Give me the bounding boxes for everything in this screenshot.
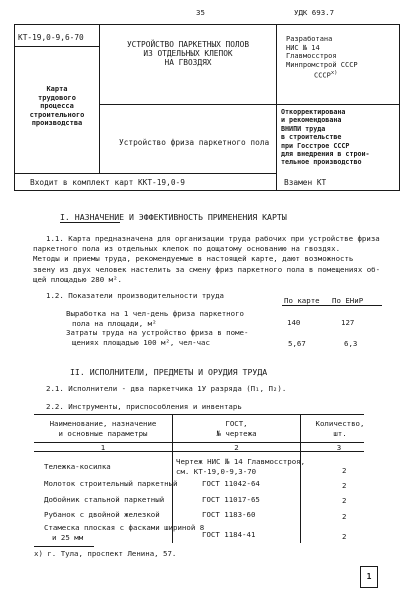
tool-name [44,523,204,542]
col-header-qty [301,419,379,438]
col-header-name [34,419,172,438]
card-type [15,85,99,128]
col-header-line: № чертежа [216,428,257,438]
card-type-line: Карта [46,85,68,93]
productivity-row [66,309,244,328]
row-label: Выработка на 1 чел-день фриза паркетного [66,309,244,318]
developer-line: Разработана [286,35,333,43]
developer-line: Главмосстроя [286,52,337,61]
card-type-line: процесса [40,102,74,110]
page-box-number [360,566,378,588]
developer-line: Минпромстрой СССР [286,60,358,69]
approval-line: Откорректирована [281,108,346,116]
approval-line: при Госстрое СССР [281,141,350,150]
title-line: УСТРОЙСТВО ПАРКЕТНЫХ ПОЛОВ [126,40,250,49]
section-heading: II. ИСПОЛНИТЕЛИ, ПРЕДМЕТЫ И ОРУДИЯ ТРУДА [70,367,268,377]
productivity-caption: 1.2. Показатели производительности труда [46,291,224,300]
title-line: НА ГВОЗДЯХ [164,58,212,67]
tool-qty: 2 [342,481,347,490]
tool-gost: ГОСТ 11017-65 [202,495,260,504]
approval-line: тельное производство [281,158,362,167]
tool-name: Молоток строительный паркетный [44,479,178,488]
row-label: Затраты труда на устройство фриза в поме- [66,328,249,337]
gost-line: Чертеж НИС № 14 Главмосстроя, [176,457,306,466]
developer-line: НИС № 14 [286,43,320,52]
tool-name: Добойник стальной паркетный [44,495,165,504]
replaces: Взамен КТ [284,178,327,187]
col-by-card: По карте [284,296,320,305]
tool-name: Рубанок с двойной железкой [44,510,160,519]
footnote-mark: х) [330,70,338,77]
col-header-line: ГОСТ, [225,419,248,428]
approval-line: для внедрения в строи- [281,150,370,159]
section1-paragraph [33,234,381,285]
row-label: щениях площадью 100 м², чел-час [72,337,210,347]
col-number: 3 [336,443,342,452]
card-subtitle: Устройство фриза паркетного пола [119,138,270,147]
tool-gost: ГОСТ 1184-41 [202,530,256,539]
tools-caption: 2.2. Инструменты, приспособления и инвентарь [46,402,242,411]
row1-card-value: 140 [287,318,301,327]
row1-enir-value: 127 [341,318,355,327]
col-header-line: шт. [333,428,347,438]
tool-gost [176,457,305,476]
col-header-line: Наименование, назначение [49,419,157,428]
box-number: 1 [366,572,372,581]
developer-info [286,35,358,80]
paragraph-line: щей площадью 280 м². [33,274,122,284]
paragraph-line: 1.1. Карта предназначена для организации труда рабочих при устройстве фриза [46,234,380,243]
col-header-line: и основные параметры [58,428,148,438]
approval-line: в строительстве [281,133,342,142]
gost-line: см. КТ-19,0-9,3-70 [176,466,257,476]
card-title [100,40,276,67]
col-number: 1 [100,443,106,452]
tool-gost: ГОСТ 1183-60 [202,510,256,519]
col-header-line: Количество, [315,419,365,428]
approval-line: ВНИПИ труда [281,124,326,133]
card-code: КТ-19,0-9,6-70 [18,33,84,42]
tool-gost: ГОСТ 11042-64 [202,479,260,488]
approval-info [281,108,370,167]
executors-line: 2.1. Исполнители - два паркетчика 1У разряда (П₁, П₂). [46,384,287,393]
paragraph-line: звену из двух человек настелить за смену фриз паркетного пола в помещениях об- [33,264,381,274]
row2-enir-value: 6,3 [344,339,358,348]
row2-card-value: 5,67 [288,339,306,348]
tool-qty: 2 [342,532,347,541]
developer-line: $СССР^{х)}$ [314,70,338,80]
productivity-row [66,328,248,347]
tool-name-line: Стамеска плоская с фасками шириной 8 [44,523,205,532]
approval-line: и рекомендована [281,116,342,125]
row-label: пола на площади, м² [72,318,157,328]
card-type-line: трудового [38,93,76,102]
tool-qty: 2 [342,496,347,505]
col-header-gost [173,419,300,438]
paragraph-line: паркетного пола из отдельных клепок по дощатому основанию на гвоздях. [33,244,341,254]
card-type-line: производства [31,119,83,127]
tool-name: Тележка-косилка [44,462,111,471]
tool-qty: 2 [342,466,347,475]
tool-name-line: и 25 мм [52,532,84,542]
page-number: 35 [196,8,205,17]
included-in: Входит в комплект карт ККТ-19,0-9 [30,178,185,187]
tool-qty: 2 [342,512,347,521]
paragraph-line: Методы и приемы труда, рекомендуемые в настоящей карте, дают возможность [33,254,354,264]
title-line: ИЗ ОТДЕЛЬНЫХ КЛЕПОК [143,49,233,58]
section-heading: I. НАЗНАЧЕНИЕ И ЭФФЕКТИВНОСТЬ ПРИМЕНЕНИЯ КАРТЫ [60,212,287,222]
footnote: х) г. Тула, проспект Ленина, 57. [34,549,177,558]
col-by-enir: По ЕНиР [332,296,364,305]
col-number: 2 [234,443,239,452]
udk-code: УДК 693.7 [294,8,335,17]
card-type-line: строительного [29,110,85,119]
